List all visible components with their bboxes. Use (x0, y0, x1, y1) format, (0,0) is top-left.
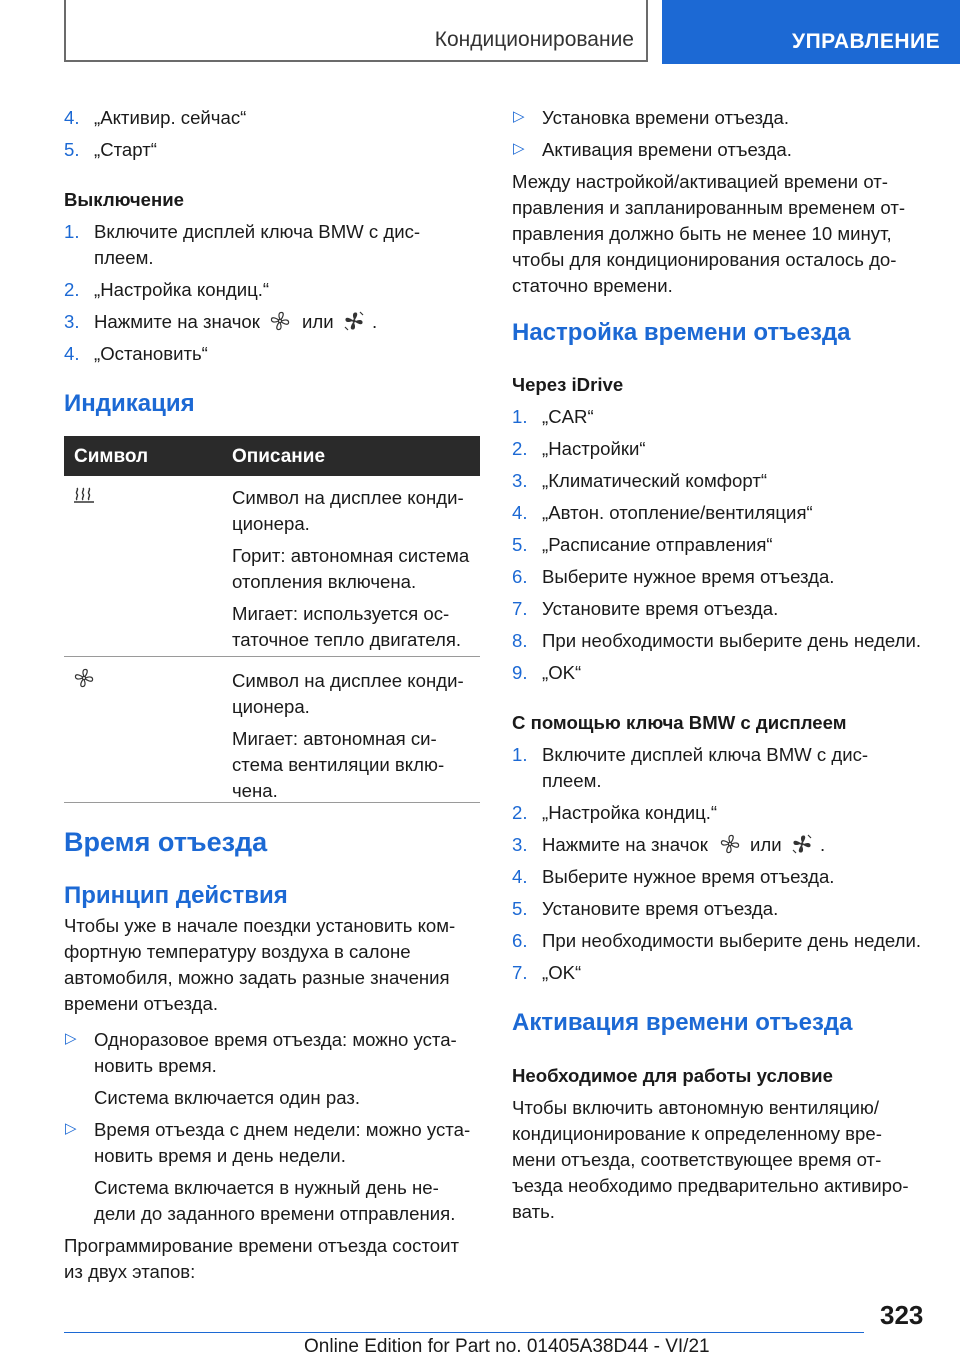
table-cell-text: стема вентиляции вклю- (232, 754, 445, 775)
table-cell-text: таточное тепло двигателя. (232, 629, 462, 650)
header-section-tab (64, 0, 648, 62)
paragraph-line: Программирование времени отъезда состоит (64, 1235, 459, 1256)
table-cell-text: чена. (232, 780, 278, 801)
setting-heading: Настройка времени отъезда (512, 319, 851, 346)
paragraph-line: автомобиля, можно задать разные значения (64, 967, 450, 988)
table-cell-text: ционера. (232, 696, 310, 717)
fan-icon (270, 311, 290, 331)
activation-heading: Активация времени отъезда (512, 1009, 853, 1036)
key-heading: С помощью ключа BMW с дисплеем (512, 712, 847, 733)
table-divider (64, 656, 480, 657)
table-header (64, 436, 480, 476)
paragraph-line: ъезда необходимо предварительно активиро- (512, 1175, 909, 1196)
triangle-bullet-icon: ▷ (513, 108, 525, 125)
off-heading: Выключение (64, 189, 184, 210)
header-chapter-title: УПРАВЛЕНИЕ (792, 30, 941, 53)
paragraph-line: Между настройкой/активацией времени от- (512, 171, 888, 192)
triangle-bullet-icon: ▷ (513, 140, 525, 157)
fan-icon (74, 668, 94, 688)
table-cell-text: Мигает: используется ос- (232, 603, 450, 624)
triangle-bullet-icon: ▷ (65, 1030, 77, 1047)
paragraph-line: Чтобы уже в начале поездки установить ком- (64, 915, 456, 936)
footer-edition: Online Edition for Part no. 01405A38D44 - VI/21 (304, 1336, 710, 1357)
paragraph-line: правления и запланированным временем от- (512, 197, 906, 218)
paragraph-line: статочно времени. (512, 275, 673, 296)
indication-heading: Индикация (64, 390, 195, 417)
paragraph-line: вать. (512, 1201, 555, 1222)
paragraph-line: фортную температуру воздуха в салоне (64, 941, 411, 962)
paragraph-line: времени отъезда. (64, 993, 218, 1014)
paragraph-line: мени отъезда, соответствующее время от- (512, 1149, 882, 1170)
table-cell-text: отопления включена. (232, 571, 417, 592)
col-symbol: Символ (74, 446, 149, 467)
paragraph-line: кондиционирование к определенному вре- (512, 1123, 882, 1144)
table-cell-text: Горит: автономная система (232, 545, 470, 566)
departure-heading: Время отъезда (64, 827, 268, 857)
col-description: Описание (232, 446, 326, 467)
heating-icon (74, 486, 96, 504)
principle-heading: Принцип действия (64, 882, 288, 909)
table-cell-text: Символ на дисплее конди- (232, 670, 464, 691)
paragraph-line: из двух этапов: (64, 1261, 196, 1282)
table-cell-text: Мигает: автономная си- (232, 728, 437, 749)
header-chapter-tab (662, 0, 960, 64)
page-number: 323 (880, 1300, 924, 1330)
table-cell-text: ционера. (232, 513, 310, 534)
paragraph-line: чтобы для кондиционирования осталось до- (512, 249, 897, 270)
header-section-title: Кондиционирование (434, 28, 634, 51)
fan-bold-icon (792, 834, 812, 854)
paragraph-line: Чтобы включить автономную вентиляцию/ (512, 1097, 880, 1118)
paragraph-line: правления должно быть не менее 10 минут, (512, 223, 892, 244)
condition-heading: Необходимое для работы условие (512, 1065, 833, 1086)
fan-bold-icon (344, 311, 364, 331)
idrive-heading: Через iDrive (512, 374, 624, 395)
table-divider (64, 802, 480, 803)
footer-divider (64, 1332, 864, 1333)
fan-icon (720, 834, 740, 854)
table-cell-text: Символ на дисплее конди- (232, 487, 464, 508)
triangle-bullet-icon: ▷ (65, 1120, 77, 1137)
